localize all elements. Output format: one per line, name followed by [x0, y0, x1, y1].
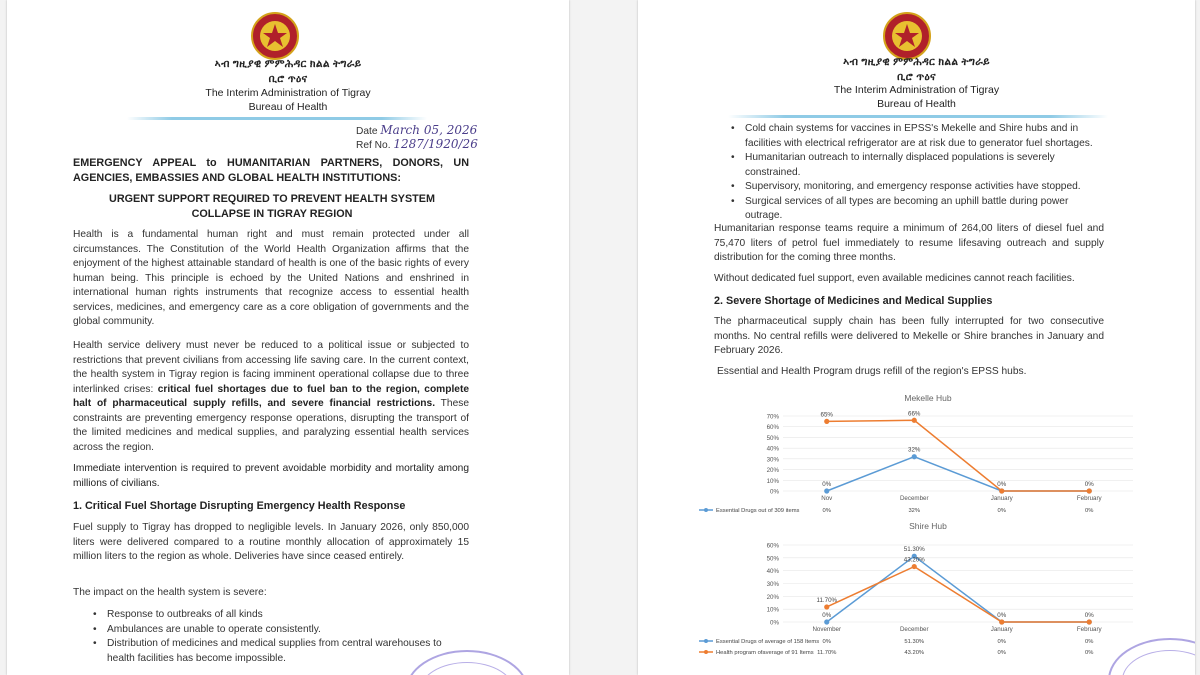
- paragraph-intervention: Immediate intervention is required to prevent avoidable morbidity and mortality among millions of civilians.: [73, 463, 469, 489]
- y-tick-label: 70%: [766, 413, 779, 421]
- data-label: 43.20%: [903, 556, 925, 564]
- legend-marker: [704, 650, 708, 654]
- table-cell: 32%: [908, 508, 921, 514]
- header-english-1: The Interim Administration of Tigray: [833, 84, 1000, 96]
- y-tick-label: 40%: [766, 568, 779, 576]
- data-point: [824, 619, 829, 624]
- shire-hub-chart: [693, 516, 1138, 667]
- list-item: • Supervisory, monitoring, and emergency response activities have stopped.: [731, 180, 1105, 195]
- data-point: [912, 454, 917, 459]
- x-tick-label: February: [1076, 495, 1102, 502]
- legend-label: Essential Drugs out of 309 items: [716, 508, 800, 514]
- appeal-title: EMERGENCY APPEAL to HUMANITARIAN PARTNERS, DONORS, UN AGENCIES, EMBASSIES AND GLOBAL HEALTH INSTITUTIONS:: [73, 157, 469, 184]
- legend-label: Essential Drugs of average of 158 Items: [716, 639, 820, 645]
- data-point: [999, 619, 1004, 624]
- page-right: [638, 0, 1195, 675]
- table-cell: 0%: [1085, 639, 1094, 645]
- ref-value: 1287/1920/26: [393, 137, 478, 151]
- data-point: [912, 564, 917, 569]
- data-label: 0%: [1084, 481, 1094, 488]
- table-cell: 0%: [1085, 650, 1094, 656]
- y-tick-label: 50%: [766, 434, 779, 442]
- crises-end: These constraints are preventing emergency response operations, disrupting the transport of the limited medicines and medical supplies, and paralyzing essential health services across the region.: [73, 398, 469, 453]
- x-tick-label: December: [899, 495, 929, 502]
- legend-marker: [704, 508, 708, 512]
- x-tick-label: December: [899, 626, 929, 633]
- date-label: Date: [356, 126, 378, 137]
- y-tick-label: 50%: [766, 555, 779, 563]
- list-item: • Ambulances are unable to operate consistently.: [93, 623, 471, 638]
- impact-list-right: [731, 122, 1105, 224]
- ref-label: Ref No.: [356, 140, 391, 151]
- header-english-2: Bureau of Health: [877, 98, 956, 110]
- y-tick-label: 60%: [766, 542, 779, 550]
- header-english-1: The Interim Administration of Tigray: [205, 87, 371, 99]
- data-label: 51.30%: [903, 546, 925, 554]
- header-amharic-1: ኣብ ግዚያዊ ምምሕዳር ክልል ትግራይ: [214, 58, 362, 70]
- paragraph-health-right: Health is a fundamental human right and must remain protected under all circumstances. The Constitution of the World Health Organization affirms that the enjoyment of the highest attainable standard of health is one of the basic rights of every human being. This principle is echoed by the United Nations and enshrined in international human rights instruments that recognize access to essential health services, medicines, and emergency care as a core obligation of governments and the global community.: [73, 229, 469, 327]
- data-label: 66%: [908, 410, 921, 418]
- paragraph-impact: The impact on the health system is severe:: [73, 587, 267, 598]
- header-amharic-1: ኣብ ግዚያዊ ምምሕዳር ክልል ትግራይ: [843, 56, 990, 68]
- x-tick-label: February: [1076, 626, 1102, 633]
- list-item: • Cold chain systems for vaccines in EPSS's Mekelle and Shire hubs and in facilities with electrical refrigerator are at risk due to generator fuel shortages.: [731, 122, 1105, 151]
- mekelle-hub-chart: [693, 388, 1138, 521]
- series-line: [827, 567, 1090, 622]
- data-point: [1087, 619, 1092, 624]
- page-left: [7, 0, 569, 675]
- table-cell: 51.30%: [904, 639, 925, 645]
- y-tick-label: 0%: [770, 619, 779, 627]
- data-label: 11.70%: [816, 596, 838, 604]
- header-english-2: Bureau of Health: [248, 101, 328, 113]
- paragraph-fuel-supply: Fuel supply to Tigray has dropped to negligible levels. In January 2026, only 850,000 liters were delivered compared to a routine monthly allocation of approximately 15 million liters to the region as whole. Deliveries have since ceased entirely.: [73, 522, 469, 562]
- data-point: [999, 488, 1004, 493]
- list-item: • Response to outbreaks of all kinds: [93, 608, 471, 623]
- data-label: 0%: [822, 481, 832, 488]
- data-label: 0%: [997, 481, 1007, 488]
- table-cell: 0%: [997, 650, 1006, 656]
- list-item: • Humanitarian outreach to internally displaced populations is severely constrained.: [731, 151, 1105, 180]
- date-value: March 05, 2026: [380, 123, 478, 137]
- bureau-logo: [251, 12, 299, 60]
- table-cell: 0%: [822, 639, 831, 645]
- y-tick-label: 10%: [766, 606, 779, 614]
- data-point: [912, 418, 917, 423]
- chart-svg: [693, 388, 1138, 516]
- data-point: [824, 488, 829, 493]
- x-tick-label: January: [990, 626, 1013, 633]
- y-tick-label: 0%: [770, 488, 779, 496]
- y-tick-label: 20%: [766, 467, 779, 475]
- data-point: [1087, 488, 1092, 493]
- list-item: • Surgical services of all types are becoming an uphill battle during power outrage.: [731, 195, 1105, 224]
- data-label: 65%: [820, 411, 833, 419]
- list-item: • Distribution of medicines and medical supplies from central warehouses to health facilities has become impossible.: [93, 637, 471, 666]
- impact-list-left: [93, 608, 471, 666]
- chart-title: Mekelle Hub: [904, 393, 952, 403]
- chart-title: Shire Hub: [909, 521, 947, 531]
- paragraph-crises: [73, 339, 469, 455]
- header-amharic-2: ቢሮ ጥዕና: [268, 73, 308, 85]
- section2-heading: 2. Severe Shortage of Medicines and Medical Supplies: [714, 295, 993, 307]
- header-rule: [728, 115, 1108, 118]
- y-tick-label: 10%: [766, 477, 779, 485]
- crises-bold: critical fuel shortages due to fuel ban to the region, complete halt of pharmaceutical supply refills, and severe financial restrictions.: [73, 383, 470, 409]
- table-cell: 0%: [997, 508, 1006, 514]
- table-cell: 11.70%: [817, 650, 837, 656]
- y-tick-label: 60%: [766, 424, 779, 432]
- series-line: [827, 457, 1090, 491]
- section1-heading: 1. Critical Fuel Shortage Disrupting Emergency Health Response: [73, 500, 406, 512]
- data-point: [824, 604, 829, 609]
- header-amharic-2: ቢሮ ጥዕና: [897, 71, 936, 83]
- header-rule: [127, 117, 427, 120]
- table-cell: 0%: [997, 639, 1006, 645]
- data-label: 0%: [822, 612, 832, 619]
- legend-label: Health program ofaverage of 91 Items: [716, 650, 814, 656]
- x-tick-label: November: [812, 626, 842, 633]
- y-tick-label: 30%: [766, 581, 779, 588]
- y-tick-label: 30%: [766, 456, 779, 464]
- y-tick-label: 20%: [766, 593, 779, 601]
- table-cell: 0%: [822, 508, 831, 514]
- table-cell: 43.20%: [904, 650, 925, 656]
- crises-intro: Health service delivery must never be reduced to a political issue or subjected to restrictions that prevent civilians from accessing life saving care. In the current context, the health system in Tigray region is facing imminent operational collapse due to three interlinked crises:: [73, 340, 469, 395]
- table-cell: 0%: [1085, 508, 1094, 514]
- legend-marker: [704, 639, 708, 643]
- chart-intro: Essential and Health Program drugs refill of the region's EPSS hubs.: [717, 366, 1027, 377]
- ref-line: [356, 137, 556, 154]
- paragraph-fuel-requirement: Humanitarian response teams require a minimum of 264,00 liters of diesel fuel and 75,470 liters of petrol fuel immediately to resume lifesaving outreach and supply distribution for the coming three months.: [714, 223, 1104, 263]
- data-label: 0%: [1084, 612, 1094, 619]
- y-tick-label: 40%: [766, 445, 779, 453]
- x-tick-label: January: [990, 495, 1013, 502]
- data-point: [824, 419, 829, 424]
- data-label: 0%: [997, 612, 1007, 619]
- x-tick-label: Nov: [821, 495, 833, 502]
- data-label: 32%: [908, 446, 921, 454]
- paragraph-supply-chain: The pharmaceutical supply chain has been fully interrupted for two consecutive months. No central refills were delivered to Mekelle or Shire branches in January and February 2026.: [714, 316, 1104, 356]
- chart-svg: [693, 516, 1138, 662]
- paragraph-fuel-support: Without dedicated fuel support, even available medicines cannot reach facilities.: [714, 273, 1075, 284]
- appeal-subtitle: URGENT SUPPORT REQUIRED TO PREVENT HEALTH SYSTEM COLLAPSE IN TIGRAY REGION: [109, 193, 435, 220]
- bureau-logo: [883, 12, 931, 60]
